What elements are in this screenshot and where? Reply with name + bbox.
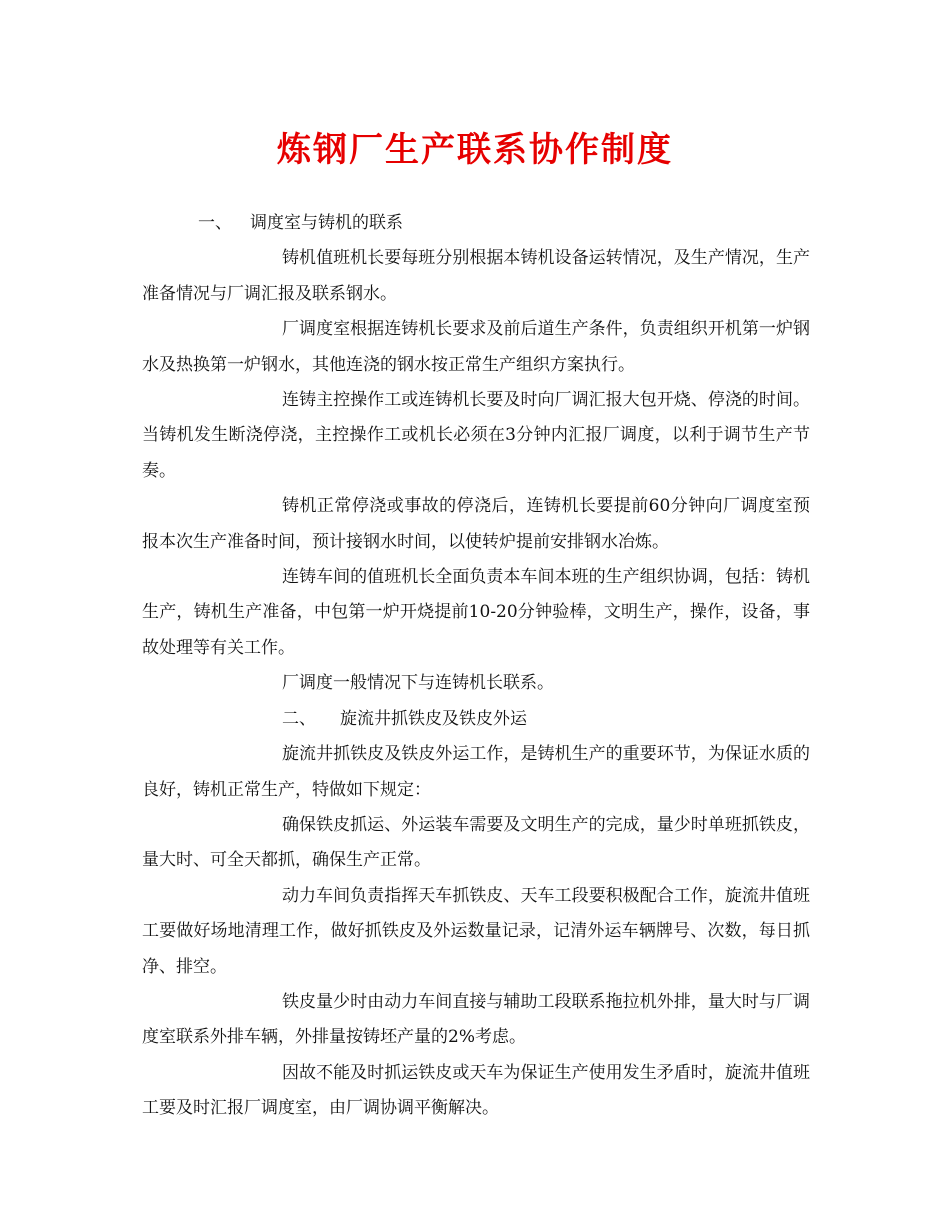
section-2-number: 二、 (282, 708, 316, 729)
section-2-heading (142, 702, 810, 737)
section-1-number: 一、 (198, 213, 232, 233)
section-1-title: 调度室与铸机的联系 (250, 213, 403, 233)
section-2-paragraph-5: 因故不能及时抓运铁皮或天车为保证生产使用发生矛盾时，旋流井值班工要及时汇报厂调度室，由厂调协调平衡解决。 (142, 1062, 810, 1119)
section-1-paragraph-5: 连铸车间的值班机长全面负责本车间本班的生产组织协调，包括：铸机生产，铸机生产准备，中包第一炉开烧提前10-20分钟验棒，文明生产，操作，设备，事故处理等有关工作。 (142, 567, 810, 658)
section-1-paragraph-4: 铸机正常停浇或事故的停浇后，连铸机长要提前60分钟向厂调度室预报本次生产准备时间，预计接钢水时间，以使转炉提前安排钢水冶炼。 (142, 496, 810, 552)
section-2-title: 旋流井抓铁皮及铁皮外运 (340, 708, 527, 729)
section-1-paragraph-6: 厂调度一般情况下与连铸机长联系。 (282, 673, 554, 694)
section-2-paragraph-4: 铁皮量少时由动力车间直接与辅助工段联系拖拉机外排，量大时与厂调度室联系外排车辆，外排量按铸坯产量的2%考虑。 (142, 991, 810, 1048)
section-1-heading (142, 206, 810, 241)
document-body (142, 206, 810, 1127)
section-2-paragraph-2: 确保铁皮抓运、外运装车需要及文明生产的完成，量少时单班抓铁皮，量大时、可全天都抓，确保生产正常。 (142, 814, 810, 871)
section-1-paragraph-3: 连铸主控操作工或连铸机长要及时向厂调汇报大包开烧、停浇的时间。当铸机发生断浇停浇，主控操作工或机长必须在3分钟内汇报厂调度，以利于调节生产节奏。 (142, 390, 810, 481)
section-2-paragraph-1: 旋流井抓铁皮及铁皮外运工作，是铸机生产的重要环节，为保证水质的良好，铸机正常生产，特做如下规定： (142, 744, 810, 800)
section-1-paragraph-1: 铸机值班机长要每班分别根据本铸机设备运转情况，及生产情况，生产准备情况与厂调汇报及联系钢水。 (142, 248, 810, 304)
document-title: 炼钢厂生产联系协作制度 (277, 130, 673, 170)
section-1-paragraph-2: 厂调度室根据连铸机长要求及前后道生产条件，负责组织开机第一炉钢水及热换第一炉钢水，其他连浇的钢水按正常生产组织方案执行。 (142, 319, 810, 375)
section-2-paragraph-3: 动力车间负责指挥天车抓铁皮、天车工段要积极配合工作，旋流井值班工要做好场地清理工作，做好抓铁皮及外运数量记录，记清外运车辆牌号、次数，每日抓净、排空。 (142, 885, 810, 977)
